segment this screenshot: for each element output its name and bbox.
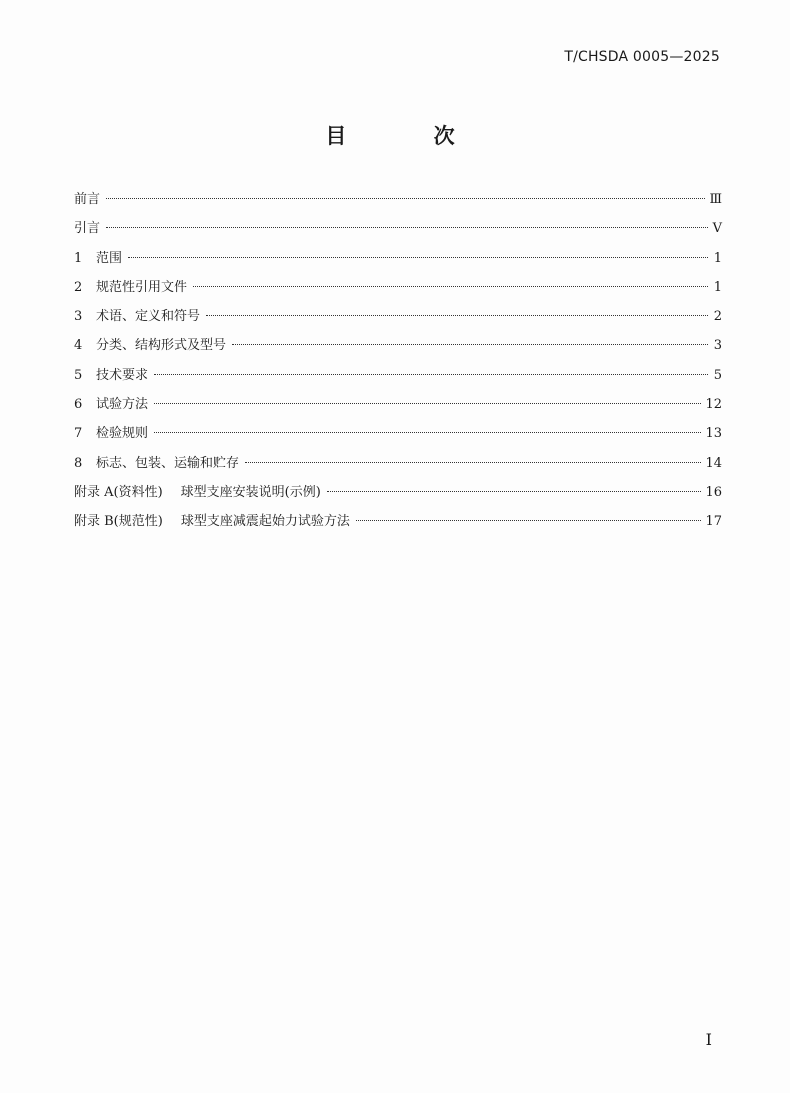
annex-label: 附录 A(资料性) (74, 484, 163, 500)
annex-subtitle: 球型支座安装说明(示例) (180, 484, 321, 500)
toc-entry-label: 前言 (74, 192, 101, 207)
toc-entry-page: 1 (713, 250, 722, 266)
toc-entry-annex-a[interactable] (74, 478, 722, 507)
annex-label: 附录 B(规范性) (74, 514, 163, 530)
dot-leader (106, 226, 708, 228)
toc-entry-foreword[interactable] (74, 185, 722, 214)
toc-entry-page: 3 (713, 338, 722, 354)
toc-entry-technical-requirements[interactable] (74, 361, 722, 390)
toc-entry-introduction[interactable] (74, 214, 722, 243)
toc-entry-label: 检验规则 (96, 426, 149, 442)
toc-entry-page: 1 (713, 279, 722, 295)
toc-entry-page: 2 (713, 309, 722, 325)
toc-entry-page: 16 (705, 484, 722, 500)
toc-title: 目 次 (325, 124, 495, 148)
dot-leader (245, 461, 701, 463)
toc-entry-page: Ⅲ (709, 192, 722, 207)
toc-entry-marking-packaging[interactable] (74, 449, 722, 478)
dot-leader (206, 314, 708, 316)
toc-entry-number: 2 (74, 279, 83, 295)
toc-entry-number: 6 (74, 397, 83, 413)
toc-entry-label: 范围 (96, 250, 123, 266)
toc-entry-label: 引言 (74, 221, 101, 237)
toc-entry-number: 5 (74, 367, 83, 383)
toc-entry-number: 4 (74, 338, 83, 354)
dot-leader (193, 285, 708, 287)
toc-entry-label: 标志、包装、运输和贮存 (96, 455, 240, 471)
toc-entry-label: 术语、定义和符号 (96, 309, 201, 325)
dot-leader (356, 519, 702, 521)
toc-entry-label (74, 478, 321, 507)
toc-entry-label: 规范性引用文件 (96, 279, 188, 295)
toc-entry-page: 14 (705, 455, 722, 471)
toc-entry-label (74, 507, 350, 536)
document-code: T/CHSDA 0005—2025 (564, 49, 720, 65)
toc-entry-scope[interactable] (74, 244, 722, 273)
toc-entry-page: 13 (705, 426, 722, 442)
toc-entry-number: 3 (74, 309, 83, 325)
toc-entry-label: 试验方法 (96, 397, 149, 413)
toc-entry-normative-references[interactable] (74, 273, 722, 302)
dot-leader (154, 431, 701, 433)
toc-entry-page: 17 (705, 514, 722, 530)
toc-entry-page: 5 (713, 367, 722, 383)
toc-entry-number: 8 (74, 455, 83, 471)
toc-entry-test-methods[interactable] (74, 390, 722, 419)
annex-subtitle: 球型支座减震起始力试验方法 (180, 514, 350, 530)
toc-entry-number: 1 (74, 250, 83, 266)
toc-entry-inspection-rules[interactable] (74, 419, 722, 448)
table-of-contents (74, 185, 722, 537)
toc-entry-classification[interactable] (74, 331, 722, 360)
dot-leader (106, 197, 705, 199)
dot-leader (128, 256, 708, 258)
page-number: Ⅰ (705, 1030, 712, 1049)
toc-entry-number: 7 (74, 426, 83, 442)
toc-entry-page: 12 (705, 397, 722, 413)
dot-leader (327, 490, 702, 492)
dot-leader (232, 343, 708, 345)
dot-leader (154, 373, 708, 375)
toc-entry-terms[interactable] (74, 302, 722, 331)
dot-leader (154, 402, 701, 404)
toc-entry-annex-b[interactable] (74, 507, 722, 536)
toc-entry-label: 技术要求 (96, 367, 149, 383)
toc-entry-label: 分类、结构形式及型号 (96, 338, 227, 354)
toc-entry-page: Ⅴ (712, 221, 722, 237)
